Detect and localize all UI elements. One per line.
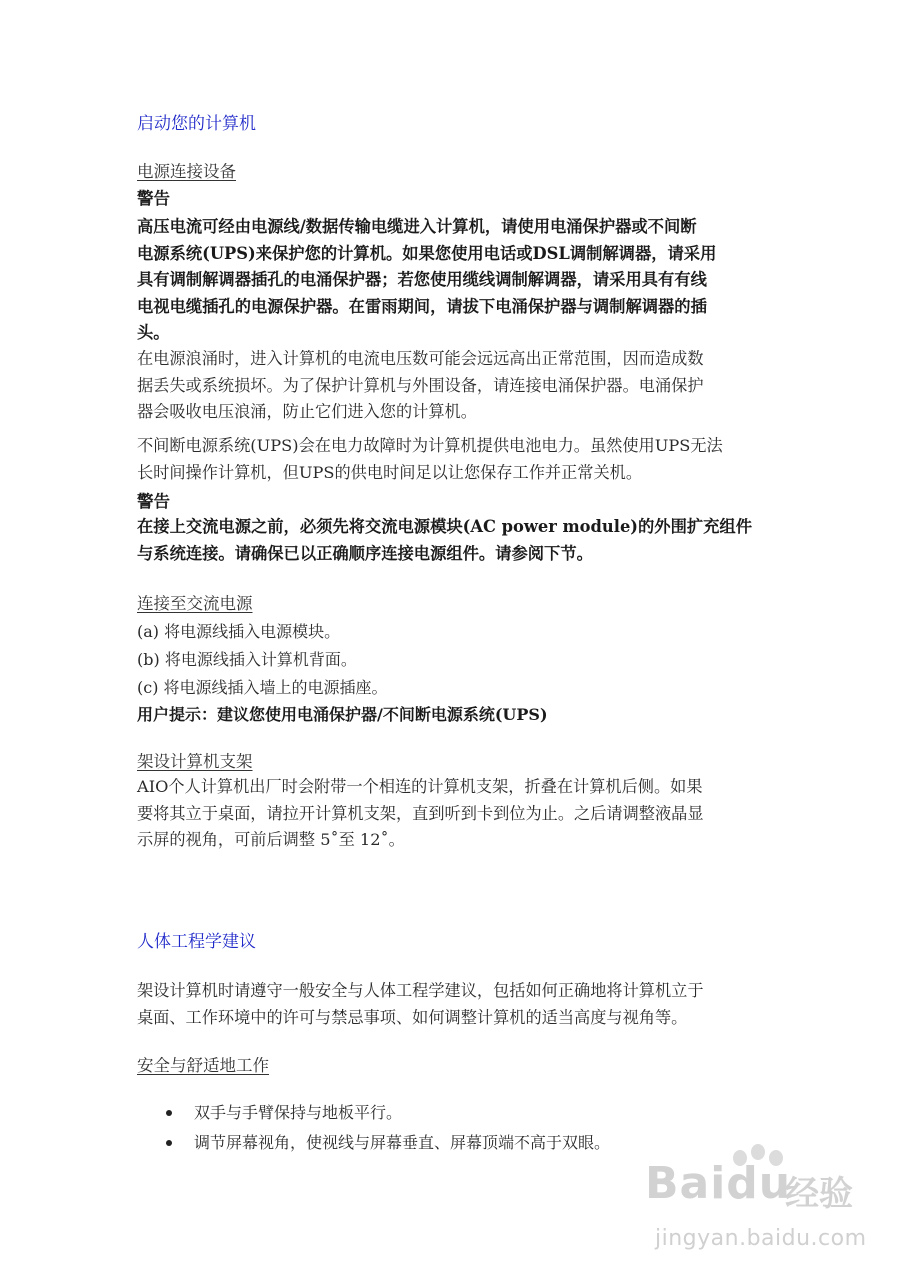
ergonomics-line: 桌面、工作环境中的许可与禁忌事项、如何调整计算机的适当高度与视角等。 xyxy=(137,1007,688,1027)
bullet-dot-icon xyxy=(166,1110,172,1116)
list-item xyxy=(162,1128,610,1158)
ergonomics-paragraph xyxy=(137,978,777,1031)
warning-1-line: 头。 xyxy=(137,323,170,342)
surge-line: 在电源浪涌时，进入计算机的电流电压数可能会远远高出正常范围，因而造成数 xyxy=(137,349,704,368)
ac-step: (b) 将电源线插入计算机背面。 xyxy=(137,650,357,669)
warning-1-line: 具有调制解调器插孔的电涌保护器；若您使用缆线调制解调器，请采用具有有线 xyxy=(137,270,707,289)
warning-title-1: 警告 xyxy=(137,189,170,208)
stand-line: AIO个人计算机出厂时会附带一个相连的计算机支架，折叠在计算机后侧。如果 xyxy=(137,777,703,796)
warning-1-line: 电源系统(UPS)来保护您的计算机。如果您使用电话或DSL调制解调器，请采用 xyxy=(137,243,717,263)
warning-2-line: 与系统连接。请确保已以正确顺序连接电源组件。请参阅下节。 xyxy=(137,543,593,563)
stand-paragraph xyxy=(137,774,777,854)
list-item-text: 双手与手臂保持与地板平行。 xyxy=(194,1103,403,1122)
warning-text-1 xyxy=(137,214,777,347)
ergonomics-line: 架设计算机时请遵守一般安全与人体工程学建议，包括如何正确地将计算机立于 xyxy=(137,981,704,1000)
ac-step: (c) 将电源线插入墙上的电源插座。 xyxy=(137,678,388,697)
heading-stand: 架设计算机支架 xyxy=(137,752,253,771)
baidu-jingyan-watermark xyxy=(645,1148,865,1268)
bullet-dot-icon xyxy=(166,1140,172,1146)
warning-title-2: 警告 xyxy=(137,492,170,511)
surge-line: 据丢失或系统损坏。为了保护计算机与外围设备，请连接电涌保护器。电涌保护 xyxy=(137,375,704,395)
list-item-text: 调节屏幕视角，使视线与屏幕垂直、屏幕顶端不高于双眼。 xyxy=(194,1133,611,1152)
heading-connect-ac: 连接至交流电源 xyxy=(137,594,253,613)
surge-paragraph xyxy=(137,346,777,426)
section-title-ergonomics: 人体工程学建议 xyxy=(137,932,256,952)
ups-line: 长时间操作计算机，但UPS的供电时间足以让您保存工作并正常关机。 xyxy=(137,462,643,482)
warning-2-line: 在接上交流电源之前，必须先将交流电源模块(AC power module)的外围扩充组件 xyxy=(137,517,752,536)
ups-paragraph xyxy=(137,433,777,486)
warning-1-line: 高压电流可经由电源线/数据传输电缆进入计算机，请使用电涌保护器或不间断 xyxy=(137,217,697,236)
watermark-logo: Baidu xyxy=(645,1158,792,1209)
ac-step: (a) 将电源线插入电源模块。 xyxy=(137,622,341,641)
watermark-url: jingyan.baidu.com xyxy=(655,1226,867,1251)
stand-line: 示屏的视角，可前后调整 5˚至 12˚。 xyxy=(137,830,405,849)
ups-line: 不间断电源系统(UPS)会在电力故障时为计算机提供电池电力。虽然使用UPS无法 xyxy=(137,436,723,455)
section-title-startup: 启动您的计算机 xyxy=(137,114,256,134)
list-item xyxy=(162,1098,610,1128)
warning-1-line: 电视电缆插孔的电源保护器。在雷雨期间，请拔下电涌保护器与调制解调器的插 xyxy=(137,296,707,316)
stand-line: 要将其立于桌面，请拉开计算机支架，直到听到卡到位为止。之后请调整液晶显 xyxy=(137,803,704,823)
user-tip: 用户提示：建议您使用电涌保护器/不间断电源系统(UPS) xyxy=(137,705,548,724)
warning-text-2 xyxy=(137,514,777,567)
heading-power-devices: 电源连接设备 xyxy=(137,162,236,181)
watermark-cn: 经验 xyxy=(785,1174,853,1214)
heading-comfort: 安全与舒适地工作 xyxy=(137,1056,269,1075)
surge-line: 器会吸收电压浪涌，防止它们进入您的计算机。 xyxy=(137,402,477,421)
